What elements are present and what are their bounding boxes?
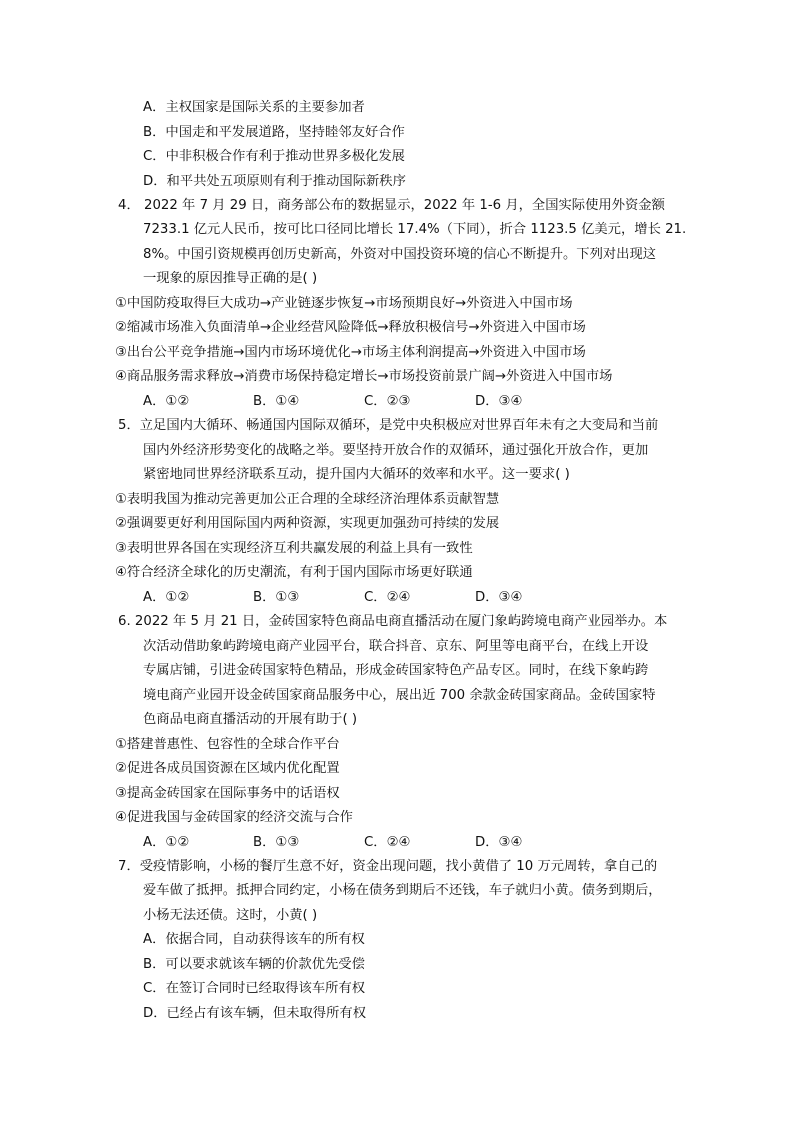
q5-answer-c: C．②④ [364,590,411,605]
q4-answer-d: D．③④ [475,394,523,409]
q6-item-2: ②促进各成员国资源在区域内优化配置 [115,761,340,776]
q7-stem-line-3: 小杨无法还债。这时，小黄( ) [143,908,318,923]
q6-stem-line-2: 次活动借助象屿跨境电商产业园平台，联合抖音、京东、阿里等电商平台，在线上开设 [143,639,649,654]
q4-stem-line-3: 8%。中国引资规模再创历史新高，外资对中国投资环境的信心不断提升。下列对出现这 [143,247,657,262]
q5-item-2: ②强调要更好利用国际国内两种资源，实现更加强劲可持续的发展 [115,516,500,531]
q5-item-3: ③表明世界各国在实现经济互利共赢发展的利益上具有一致性 [115,541,473,556]
q4-item-4: ④商品服务需求释放→消费市场保持稳定增长→市场投资前景广阔→外资进入中国市场 [115,369,613,384]
q7-option-a: A．依据合同，自动获得该车的所有权 [143,932,365,947]
q6-item-1: ①搭建普惠性、包容性的全球合作平台 [115,737,340,752]
q6-answer-b: B．①③ [253,835,300,850]
q6-answer-a: A．①② [143,835,190,850]
q6-stem-line-3: 专属店铺，引进金砖国家特色精品，形成金砖国家特色产品专区。同时，在线下象屿跨 [143,663,649,678]
q7-option-d: D．已经占有该车辆，但未取得所有权 [143,1006,366,1021]
q7-option-c: C．在签订合同时已经取得该车所有权 [143,981,366,996]
q3-option-d: D．和平共处五项原则有利于推动国际新秩序 [143,174,406,189]
q6-stem-line-5: 色商品电商直播活动的开展有助于( ) [143,712,358,727]
q5-item-1: ①表明我国为推动完善更加公正合理的全球经济治理体系贡献智慧 [115,492,500,507]
q5-answer-d: D．③④ [475,590,523,605]
q4-stem-line-1: 4． 2022 年 7 月 29 日，商务部公布的数据显示，2022 年 1-6 月，全国实际使用外资金额 [118,198,665,213]
q4-stem-line-4: 一现象的原因推导正确的是( ) [143,271,318,286]
q5-answer-a: A．①② [143,590,190,605]
q4-answer-c: C．②③ [364,394,411,409]
q7-stem-line-2: 爱车做了抵押。抵押合同约定，小杨在债务到期后不还钱，车子就归小黄。债务到期后， [143,883,662,898]
q5-item-4: ④符合经济全球化的历史潮流，有利于国内国际市场更好联通 [115,565,473,580]
q5-stem-line-3: 紧密地同世界经济联系互动，提升国内大循环的效率和水平。这一要求( ) [143,467,570,482]
q6-stem-line-1: 6. 2022 年 5 月 21 日，金砖国家特色商品电商直播活动在厦门象屿跨境电商产业园举办。本 [118,614,668,629]
q7-option-b: B．可以要求就该车辆的价款优先受偿 [143,957,365,972]
q4-stem-line-2: 7233.1 亿元人民币，按可比口径同比增长 17.4%（下同），折合 1123.5 亿美元，增长 21. [143,222,687,237]
q5-answer-b: B．①③ [253,590,300,605]
q3-option-b: B．中国走和平发展道路，坚持睦邻友好合作 [143,125,405,140]
q3-option-c: C．中非积极合作有利于推动世界多极化发展 [143,149,405,164]
q7-stem-line-1: 7．受疫情影响，小杨的餐厅生意不好，资金出现问题，找小黄借了 10 万元周转，拿自己的 [118,859,658,874]
q4-answer-a: A．①② [143,394,190,409]
q6-answer-d: D．③④ [475,835,523,850]
q6-stem-line-4: 境电商产业园开设金砖国家商品服务中心，展出近 700 余款金砖国家商品。金砖国家特 [143,688,656,703]
q6-item-4: ④促进我国与金砖国家的经济交流与合作 [115,810,353,825]
q4-item-3: ③出台公平竞争措施→国内市场环境优化→市场主体利润提高→外资进入中国市场 [115,345,586,360]
q3-option-a: A．主权国家是国际关系的主要参加者 [143,100,365,115]
q4-answer-b: B．①④ [253,394,300,409]
q5-stem-line-1: 5．立足国内大循环、畅通国内国际双循环，是党中央积极应对世界百年未有之大变局和当前 [118,418,659,433]
q6-answer-c: C．②④ [364,835,411,850]
q4-item-2: ②缩减市场准入负面清单→企业经营风险降低→释放积极信号→外资进入中国市场 [115,320,586,335]
q4-item-1: ①中国防疫取得巨大成功→产业链逐步恢复→市场预期良好→外资进入中国市场 [115,296,573,311]
q6-item-3: ③提高金砖国家在国际事务中的话语权 [115,786,340,801]
q5-stem-line-2: 国内外经济形势变化的战略之举。要坚持开放合作的双循环，通过强化开放合作，更加 [143,443,649,458]
